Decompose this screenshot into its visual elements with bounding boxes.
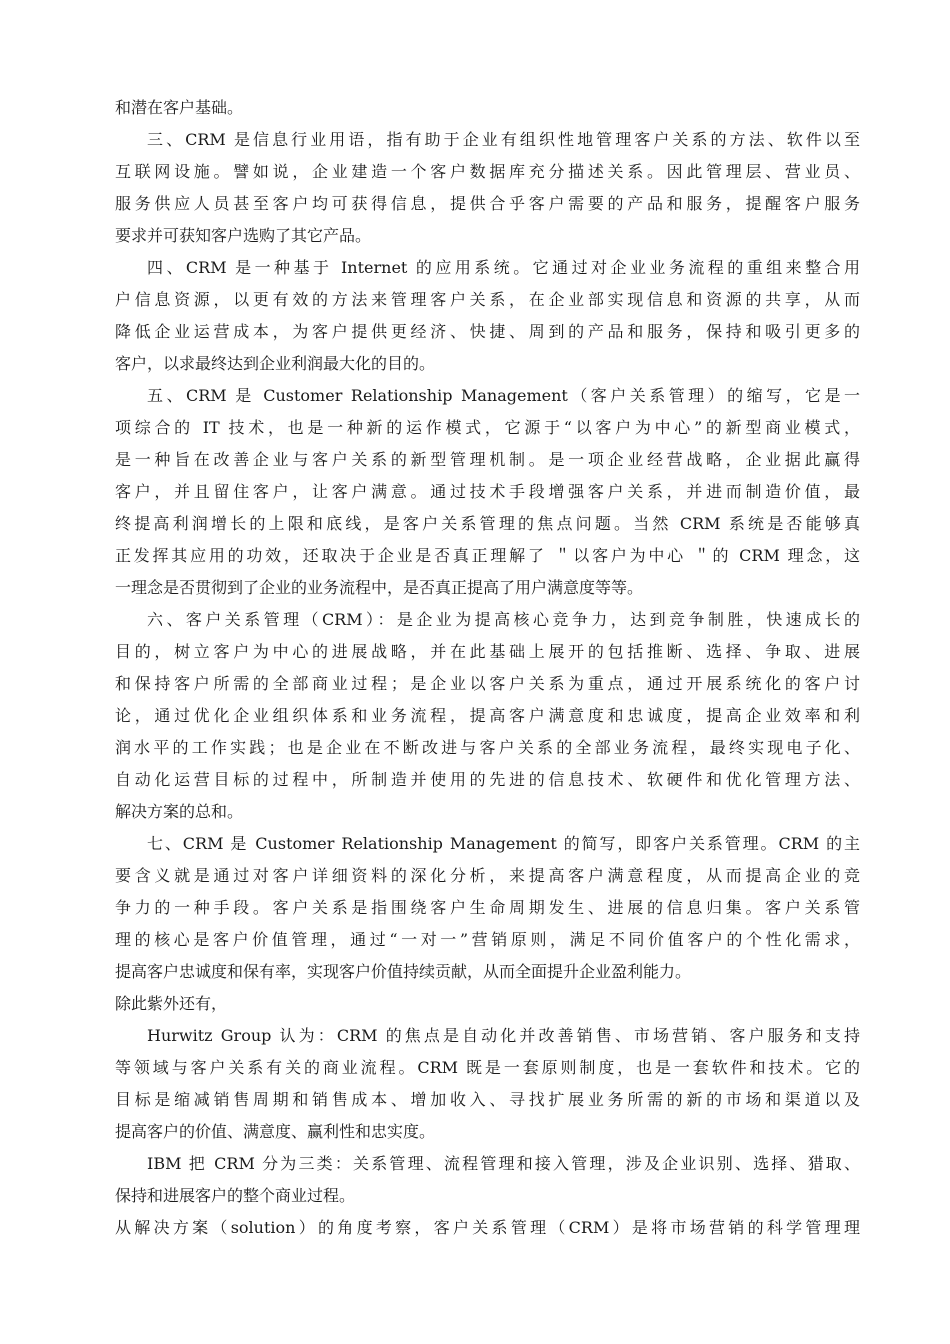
text-line-content: 从解决方案（solution）的角度考察，客户关系管理（CRM）是将市场营销的科学管理理 bbox=[115, 1218, 860, 1237]
text-line-content: 除此紫外还有， bbox=[115, 994, 228, 1013]
text-line bbox=[115, 316, 860, 348]
document-page bbox=[115, 92, 860, 1244]
text-line-content: 要求并可获知客户选购了其它产品。 bbox=[115, 226, 372, 245]
text-line bbox=[115, 1020, 860, 1052]
text-line bbox=[115, 540, 860, 572]
text-line bbox=[115, 796, 860, 828]
text-line bbox=[115, 220, 860, 252]
text-line bbox=[115, 924, 860, 956]
text-line bbox=[115, 1116, 860, 1148]
text-line-content: 提高客户的价值、满意度、赢利性和忠实度。 bbox=[115, 1122, 436, 1141]
text-line bbox=[115, 188, 860, 220]
text-line-content: 解决方案的总和。 bbox=[115, 802, 244, 821]
text-line bbox=[115, 956, 860, 988]
text-line bbox=[115, 988, 860, 1020]
text-line-content: 终提高利润增长的上限和底线，是客户关系管理的焦点问题。当然 CRM 系统是否能够真 bbox=[115, 514, 860, 533]
text-line-content: 自动化运营目标的过程中，所制造并使用的先进的信息技术、软硬件和优化管理方法、 bbox=[115, 770, 860, 789]
text-line bbox=[115, 732, 860, 764]
text-line bbox=[115, 700, 860, 732]
text-line-content: 润水平的工作实践；也是企业在不断改进与客户关系的全部业务流程，最终实现电子化、 bbox=[115, 738, 860, 757]
text-line-content: 服务供应人员甚至客户均可获得信息，提供合乎客户需要的产品和服务，提醒客户服务 bbox=[115, 194, 860, 213]
text-line-content: 互联网设施。譬如说，企业建造一个客户数据库充分描述关系。因此管理层、营业员、 bbox=[115, 162, 860, 181]
text-line-content: IBM 把 CRM 分为三类：关系管理、流程管理和接入管理，涉及企业识别、选择、猎取、 bbox=[147, 1154, 860, 1173]
text-line-content: 等领域与客户关系有关的商业流程。CRM 既是一套原则制度，也是一套软件和技术。它的 bbox=[115, 1058, 860, 1077]
text-line-content: Hurwitz Group 认为：CRM 的焦点是自动化并改善销售、市场营销、客户服务和支持 bbox=[147, 1026, 860, 1045]
text-line bbox=[115, 636, 860, 668]
text-line bbox=[115, 348, 860, 380]
text-line-content: 是一种旨在改善企业与客户关系的新型管理机制。是一项企业经营战略，企业据此赢得 bbox=[115, 450, 860, 469]
text-line bbox=[115, 572, 860, 604]
text-line bbox=[115, 1212, 860, 1244]
text-line bbox=[115, 828, 860, 860]
text-line-content: 客户，并且留住客户，让客户满意。通过技术手段增强客户关系，并进而制造价值，最 bbox=[115, 482, 860, 501]
text-line-content: 三、CRM 是信息行业用语，指有助于企业有组织性地管理客户关系的方法、软件以至 bbox=[147, 130, 860, 149]
text-line-content: 理的核心是客户价值管理，通过“一对一”营销原则，满足不同价值客户的个性化需求， bbox=[115, 930, 860, 949]
text-line-content: 和保持客户所需的全部商业过程；是企业以客户关系为重点，通过开展系统化的客户讨 bbox=[115, 674, 860, 693]
text-line bbox=[115, 380, 860, 412]
text-line bbox=[115, 1084, 860, 1116]
text-line bbox=[115, 156, 860, 188]
text-line-content: 项综合的 IT 技术，也是一种新的运作模式，它源于“以客户为中心”的新型商业模式， bbox=[115, 418, 860, 437]
text-line bbox=[115, 444, 860, 476]
text-line-content: 降低企业运营成本，为客户提供更经济、快捷、周到的产品和服务，保持和吸引更多的 bbox=[115, 322, 860, 341]
text-line bbox=[115, 1052, 860, 1084]
text-line-content: 论，通过优化企业组织体系和业务流程，提高客户满意度和忠诚度，提高企业效率和利 bbox=[115, 706, 860, 725]
text-line-content: 六、客户关系管理（CRM）：是企业为提高核心竞争力，达到竞争制胜，快速成长的 bbox=[147, 610, 860, 629]
text-line-content: 四、CRM 是一种基于 Internet 的应用系统。它通过对企业业务流程的重组来整合用 bbox=[147, 258, 860, 277]
text-line-content: 争力的一种手段。客户关系是指围绕客户生命周期发生、进展的信息归集。客户关系管 bbox=[115, 898, 860, 917]
text-line bbox=[115, 1180, 860, 1212]
text-line bbox=[115, 508, 860, 540]
text-line-content: 户信息资源，以更有效的方法来管理客户关系，在企业部实现信息和资源的共享，从而 bbox=[115, 290, 860, 309]
text-line-content: 和潜在客户基础。 bbox=[115, 98, 244, 117]
text-line bbox=[115, 412, 860, 444]
text-line-content: 正发挥其应用的功效，还取决于企业是否真正理解了 ＂以客户为中心 ＂的 CRM 理念，这 bbox=[115, 546, 860, 565]
text-line-content: 提高客户忠诚度和保有率，实现客户价值持续贡献，从而全面提升企业盈利能力。 bbox=[115, 962, 692, 981]
text-line bbox=[115, 252, 860, 284]
text-line bbox=[115, 1148, 860, 1180]
text-line-content: 要含义就是通过对客户详细资料的深化分析，来提高客户满意程度，从而提高企业的竞 bbox=[115, 866, 860, 885]
text-line-content: 五、CRM 是 Customer Relationship Management（客户关系管理）的缩写，它是一 bbox=[147, 386, 860, 405]
text-line-content: 客户，以求最终达到企业利润最大化的目的。 bbox=[115, 354, 436, 373]
text-line bbox=[115, 124, 860, 156]
text-line bbox=[115, 764, 860, 796]
text-line-content: 保持和进展客户的整个商业过程。 bbox=[115, 1186, 356, 1205]
text-line bbox=[115, 668, 860, 700]
text-line-content: 目的，树立客户为中心的进展战略，并在此基础上展开的包括推断、选择、争取、进展 bbox=[115, 642, 860, 661]
text-line bbox=[115, 860, 860, 892]
text-line-content: 一理念是否贯彻到了企业的业务流程中，是否真正提高了用户满意度等等。 bbox=[115, 578, 644, 597]
text-line-content: 目标是缩减销售周期和销售成本、增加收入、寻找扩展业务所需的新的市场和渠道以及 bbox=[115, 1090, 860, 1109]
text-line bbox=[115, 284, 860, 316]
text-line bbox=[115, 604, 860, 636]
text-line bbox=[115, 476, 860, 508]
text-line-content: 七、CRM 是 Customer Relationship Management 的简写，即客户关系管理。CRM 的主 bbox=[147, 834, 860, 853]
text-line bbox=[115, 892, 860, 924]
text-line bbox=[115, 92, 860, 124]
